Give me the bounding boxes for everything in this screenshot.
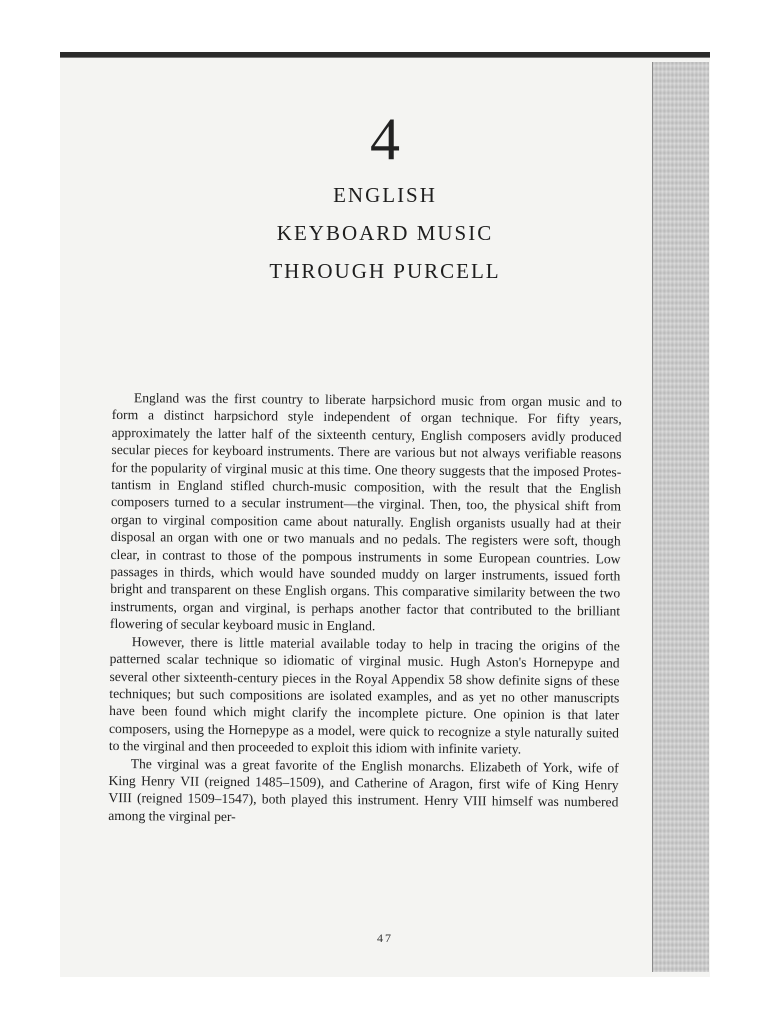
paragraph-2: However, there is little material available today to help in tracing the origins of the patterned scalar technique so idiomatic of virginal music. Hugh Aston's Hornepype and several other sixteenth-century pieces in the Royal Appendix 58 show definite signs of these techniques; but such compositions are isolated examples, and as yet no other manuscripts have been found which might clarify the incomplete picture. One opinion is that later composers, using the Hornepype as a model, were quick to recognize a style naturally suited to the virginal and then proceeded to exploit this idiom with infinite variety. [108,633,620,757]
chapter-title-line-1: ENGLISH [333,183,437,207]
page-number: 47 [377,931,393,945]
body-text [108,389,622,829]
chapter-title-line-2: KEYBOARD MUSIC [276,221,494,245]
paragraph-3: The virginal was a great favorite of the English monarchs. Elizabeth of York, wife of King Henry VII (reigned 1485–1509), and Catherine of Aragon, first wife of King Henry VIII (reigned 1509–1547), both played this instrument. Henry VIII himself was numbered among the virginal per- [108,755,619,824]
book-page [60,52,710,977]
book-page-edges [652,62,709,972]
paragraph-1: England was the first country to liberate harpsichord music from organ music and to form a distinct harpsichord style independent of organ technique. For fifty years, approximately the latter half of the sixteenth century, English composers avidly produced secular pieces for keyboard instruments. There are various but not always verifiable reasons for the popularity of virginal music at this time. One theory suggests that the imposed Protestantism in England stifled church-music composition, with the result that the English composers turned to a secular instrument—the virginal. Then, too, the physical shift from organ to virginal composition came about naturally. English organists usually had at their disposal an organ with one or two manuals and no pedals. The registers were soft, though clear, in contrast to those of the pompous instruments in some European countries. Low passages in thirds, which would have sounded muddy on larger instruments, issued forth bright and transparent on these English organs. This comparative similarity between the two instruments, organ and virginal, is perhaps another factor that contributed to the brilliant flowering of secular keyboard music in England. [109,390,622,634]
chapter-title-line-3: THROUGH PURCELL [269,259,501,283]
chapter-number: 4 [370,106,400,172]
